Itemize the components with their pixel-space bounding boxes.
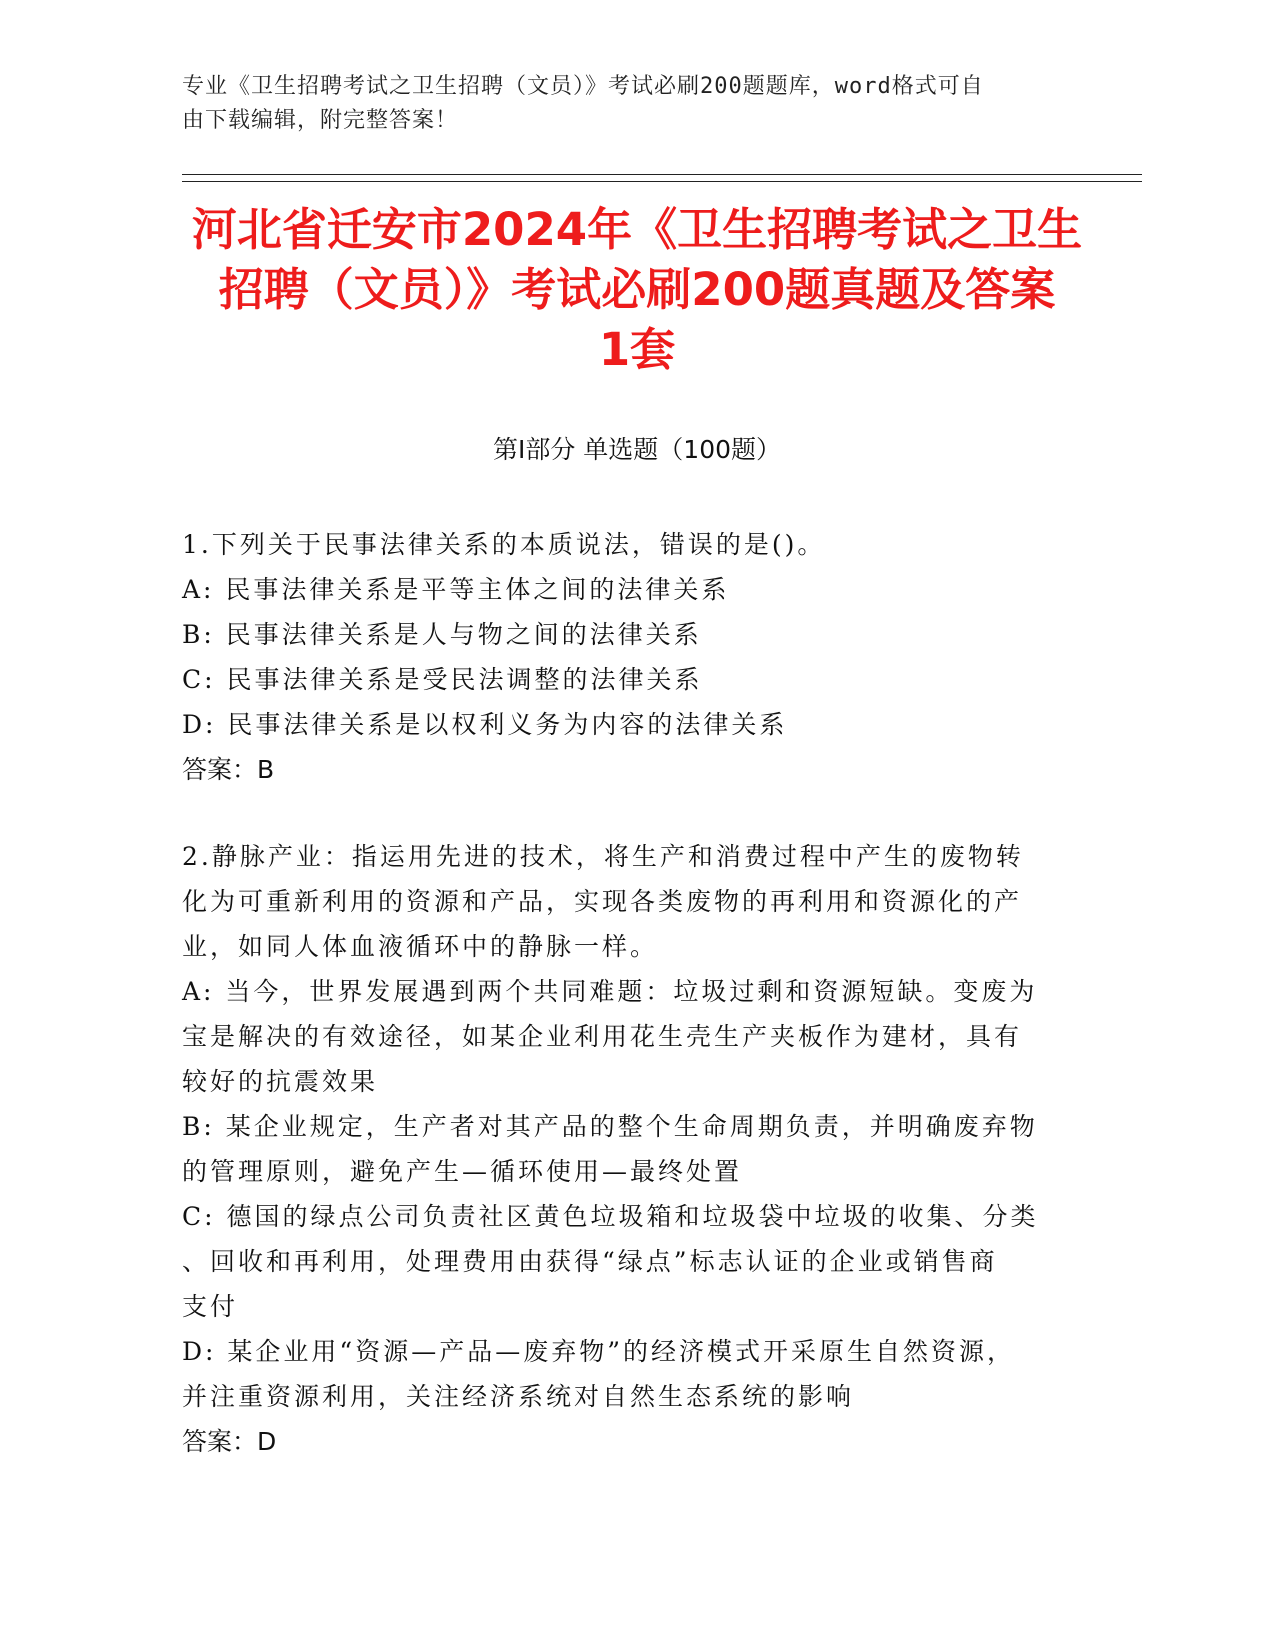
option-d-cont: 并注重资源利用，关注经济系统对自然生态系统的影响 — [182, 1382, 855, 1411]
option-c: C: 德国的绿点公司负责社区黄色垃圾箱和垃圾袋中垃圾的收集、分类 — [182, 1202, 1039, 1231]
header-line-1: 专业《卫生招聘考试之卫生招聘（文员）》考试必刷200题题库，word格式可自 — [182, 74, 984, 99]
question-stem-line: 化为可重新利用的资源和产品，实现各类废物的再利用和资源化的产 — [182, 887, 1023, 916]
option-a-cont: 较好的抗震效果 — [182, 1067, 379, 1096]
question-2 — [182, 834, 1062, 1464]
option-b: B: 某企业规定，生产者对其产品的整个生命周期负责，并明确废弃物 — [182, 1112, 1038, 1141]
title-line-2: 招聘（文员）》考试必刷200题真题及答案 — [218, 263, 1056, 316]
question-list — [182, 522, 1062, 1464]
question-stem-line: 业，如同人体血液循环中的静脉一样。 — [182, 932, 659, 961]
document-title — [182, 200, 1092, 380]
option-c-cont: 、回收和再利用，处理费用由获得“绿点”标志认证的企业或销售商 — [182, 1247, 998, 1276]
option-b: B: 民事法律关系是人与物之间的法律关系 — [182, 620, 702, 649]
option-d: D: 民事法律关系是以权利义务为内容的法律关系 — [182, 710, 788, 739]
header-rule-bottom — [182, 181, 1142, 182]
title-line-3: 1套 — [598, 323, 676, 376]
page-header — [182, 70, 1062, 138]
question-stem-line: 1.下列关于民事法律关系的本质说法，错误的是()。 — [182, 530, 826, 559]
question-1 — [182, 522, 1062, 792]
answer: 答案：D — [182, 1427, 277, 1456]
option-d: D: 某企业用“资源—产品—废弃物”的经济模式开采原生自然资源， — [182, 1337, 1015, 1366]
option-c-cont: 支付 — [182, 1292, 239, 1321]
option-c: C: 民事法律关系是受民法调整的法律关系 — [182, 665, 703, 694]
section-heading: 第Ⅰ部分 单选题（100题） — [492, 435, 782, 464]
option-b-cont: 的管理原则，避免产生—循环使用—最终处置 — [182, 1157, 743, 1186]
answer: 答案：B — [182, 755, 275, 784]
header-line-2: 由下载编辑，附完整答案！ — [182, 108, 459, 133]
header-rule-top — [182, 174, 1142, 175]
option-a: A: 当今，世界发展遇到两个共同难题：垃圾过剩和资源短缺。变废为 — [182, 977, 1038, 1006]
option-a: A: 民事法律关系是平等主体之间的法律关系 — [182, 575, 730, 604]
question-stem-line: 2.静脉产业：指运用先进的技术，将生产和消费过程中产生的废物转 — [182, 842, 1024, 871]
title-line-1: 河北省迁安市2024年《卫生招聘考试之卫生 — [191, 203, 1083, 256]
option-a-cont: 宝是解决的有效途径，如某企业利用花生壳生产夹板作为建材，具有 — [182, 1022, 1023, 1051]
